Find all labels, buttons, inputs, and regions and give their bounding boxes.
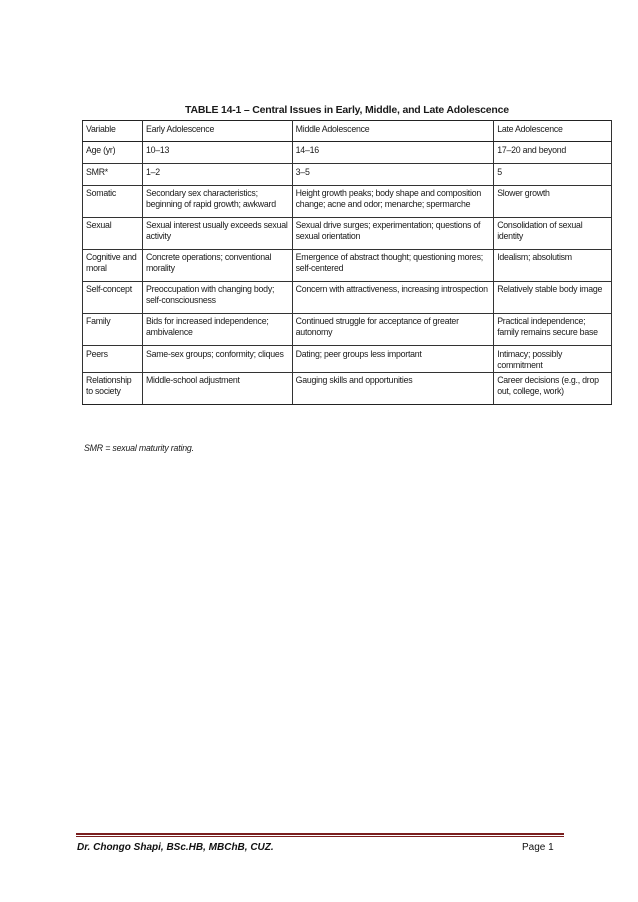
footer-rule-thin [76,836,564,837]
table-footnote: SMR = sexual maturity rating. [84,443,194,453]
table-header-row [83,121,612,142]
table-row [83,250,612,282]
early-cell: Preoccupation with changing body; self-consciousness [142,282,292,314]
table-title: TABLE 14-1 – Central Issues in Early, Middle, and Late Adolescence [185,104,509,116]
late-cell: Relatively stable body image [494,282,612,314]
table-row [83,314,612,346]
early-cell: Same-sex groups; conformity; cliques [142,346,292,373]
table-row [83,164,612,186]
row-variable-cell: Relationship to society [83,373,143,405]
row-variable-cell: SMR* [83,164,143,186]
adolescence-issues-table [82,120,612,405]
middle-cell: 3–5 [292,164,494,186]
early-cell: Middle-school adjustment [142,373,292,405]
row-variable-cell: Family [83,314,143,346]
header-middle: Middle Adolescence [292,121,494,142]
row-variable-cell: Cognitive and moral [83,250,143,282]
early-cell: Secondary sex characteristics; beginning of rapid growth; awkward [142,186,292,218]
early-cell: Bids for increased independence; ambivalence [142,314,292,346]
table-row [83,282,612,314]
table-row [83,142,612,164]
middle-cell: Sexual drive surges; experimentation; questions of sexual orientation [292,218,494,250]
table-row [83,186,612,218]
early-cell: Sexual interest usually exceeds sexual activity [142,218,292,250]
table-row [83,346,612,373]
early-cell: 10–13 [142,142,292,164]
early-cell: Concrete operations; conventional morality [142,250,292,282]
late-cell: 17–20 and beyond [494,142,612,164]
middle-cell: Gauging skills and opportunities [292,373,494,405]
middle-cell: Concern with attractiveness, increasing introspection [292,282,494,314]
middle-cell: Continued struggle for acceptance of greater autonomy [292,314,494,346]
row-variable-cell: Peers [83,346,143,373]
header-variable: Variable [83,121,143,142]
late-cell: Career decisions (e.g., drop out, college, work) [494,373,612,405]
late-cell: Consolidation of sexual identity [494,218,612,250]
middle-cell: Height growth peaks; body shape and composition change; acne and odor; menarche; spermarche [292,186,494,218]
page-number: Page 1 [522,842,554,853]
row-variable-cell: Sexual [83,218,143,250]
late-cell: 5 [494,164,612,186]
footer-rule [76,833,564,835]
late-cell: Intimacy; possibly commitment [494,346,612,373]
middle-cell: Dating; peer groups less important [292,346,494,373]
footer-author: Dr. Chongo Shapi, BSc.HB, MBChB, CUZ. [77,842,274,853]
table-row [83,218,612,250]
early-cell: 1–2 [142,164,292,186]
late-cell: Slower growth [494,186,612,218]
row-variable-cell: Age (yr) [83,142,143,164]
header-late: Late Adolescence [494,121,612,142]
row-variable-cell: Self-concept [83,282,143,314]
late-cell: Idealism; absolutism [494,250,612,282]
middle-cell: Emergence of abstract thought; questioning mores; self-centered [292,250,494,282]
middle-cell: 14–16 [292,142,494,164]
table-row [83,373,612,405]
row-variable-cell: Somatic [83,186,143,218]
late-cell: Practical independence; family remains secure base [494,314,612,346]
header-early: Early Adolescence [142,121,292,142]
